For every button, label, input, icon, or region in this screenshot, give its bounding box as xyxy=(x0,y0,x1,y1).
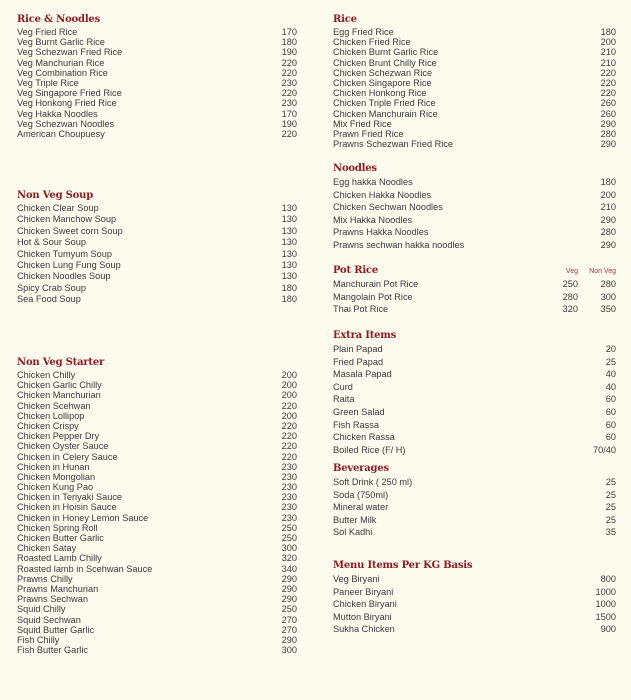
section-rice xyxy=(333,13,616,149)
item-name: Chicken Scehwan xyxy=(17,400,91,411)
item-name: Mutton Biryani xyxy=(333,611,392,622)
menu-item xyxy=(333,501,616,514)
item-name: Soft Drink ( 250 ml) xyxy=(333,477,413,487)
item-name: Mix Fried Rice xyxy=(333,118,392,129)
item-name: Chicken Noodles Soup xyxy=(17,271,111,282)
menu-item xyxy=(17,271,297,282)
item-name: Sukha Chicken xyxy=(333,624,395,635)
menu-item xyxy=(333,278,616,291)
item-price: 190 xyxy=(281,118,297,129)
menu-item xyxy=(333,68,616,78)
section-rice-noodles xyxy=(17,13,297,139)
item-name: Green Salad xyxy=(333,406,385,417)
item-price: 230 xyxy=(281,502,297,513)
item-name: Veg Honkong Fried Rice xyxy=(17,98,117,109)
item-name: Thai Pot Rice xyxy=(333,304,389,315)
veg-price: 320 xyxy=(562,304,578,315)
item-name: Paneer Biryani xyxy=(333,586,394,597)
item-price: 230 xyxy=(281,471,297,482)
menu-item xyxy=(333,381,616,394)
item-price: 200 xyxy=(281,410,297,421)
item-price: 170 xyxy=(281,108,297,119)
item-price: 800 xyxy=(600,574,616,584)
item-name: Butter Milk xyxy=(333,514,377,525)
item-price: 130 xyxy=(281,225,297,236)
item-price: 290 xyxy=(281,634,297,645)
item-name: Chicken Chilly xyxy=(17,370,76,380)
item-name: Chicken Lollipop xyxy=(17,410,85,421)
menu-item xyxy=(333,586,616,599)
item-price: 1500 xyxy=(595,611,616,622)
menu-item xyxy=(333,573,616,586)
menu-item xyxy=(17,431,297,441)
item-price: 25 xyxy=(605,477,616,487)
item-name: Spicy Crab Soup xyxy=(17,282,86,293)
item-price: 180 xyxy=(600,27,616,37)
section-title: Beverages xyxy=(333,463,389,474)
item-price: 230 xyxy=(281,482,297,493)
item-name: Veg Schezwan Fried Rice xyxy=(17,47,123,58)
section-extra-items xyxy=(333,329,616,456)
item-name: Fish Rassa xyxy=(333,419,379,430)
item-name: Chicken Burnt Garlic Rice xyxy=(333,47,439,58)
item-name: Mix Hakka Noodles xyxy=(333,214,413,225)
non-veg-price: 350 xyxy=(600,304,616,315)
item-price: 220 xyxy=(600,67,616,78)
item-price: 230 xyxy=(281,492,297,503)
menu-item xyxy=(17,380,297,390)
section-per-kg xyxy=(333,559,616,636)
item-price: 180 xyxy=(281,37,297,48)
item-name: Chicken Butter Garlic xyxy=(17,533,104,543)
item-price: 180 xyxy=(600,177,616,187)
item-name: Squid Butter Garlic xyxy=(17,624,95,635)
menu-item xyxy=(17,226,297,237)
menu-item xyxy=(17,401,297,411)
item-price: 220 xyxy=(281,441,297,452)
menu-item xyxy=(17,452,297,462)
item-price: 220 xyxy=(281,400,297,411)
item-name: Chicken Mongolian xyxy=(17,471,96,482)
pot-rice-column-headers xyxy=(548,268,616,275)
section-title: Rice xyxy=(333,14,357,25)
item-name: Chicken Spring Roll xyxy=(17,522,98,533)
menu-item xyxy=(333,431,616,444)
item-price: 180 xyxy=(281,282,297,293)
item-price: 210 xyxy=(600,202,616,213)
menu-item xyxy=(17,553,297,563)
item-name: Mineral water xyxy=(333,502,389,513)
menu-item xyxy=(333,356,616,369)
menu-item xyxy=(333,239,616,252)
item-price: 220 xyxy=(281,420,297,431)
section-pot-rice xyxy=(333,264,616,316)
item-price: 270 xyxy=(281,614,297,625)
menu-item xyxy=(17,260,297,271)
item-name: Chicken Manchurain Rice xyxy=(333,108,438,119)
item-name: Veg Triple Rice xyxy=(17,77,79,88)
item-name: Chicken Clear Soup xyxy=(17,203,99,213)
item-name: Soda (750ml) xyxy=(333,489,389,500)
menu-item xyxy=(17,390,297,400)
item-price: 250 xyxy=(281,522,297,533)
item-name: Chicken Triple Fried Rice xyxy=(333,98,436,109)
menu-item xyxy=(17,564,297,574)
item-price: 230 xyxy=(281,461,297,472)
menu-item xyxy=(333,291,616,304)
item-name: Veg Manchurian Rice xyxy=(17,57,105,68)
item-price: 250 xyxy=(281,533,297,543)
menu-item xyxy=(17,625,297,635)
item-name: Chicken Sweet corn Soup xyxy=(17,225,123,236)
menu-item xyxy=(17,462,297,472)
item-price: 290 xyxy=(281,583,297,594)
item-price: 60 xyxy=(605,432,616,443)
item-price: 300 xyxy=(281,543,297,554)
item-price: 220 xyxy=(281,128,297,139)
item-price: 220 xyxy=(281,88,297,99)
item-price: 290 xyxy=(600,118,616,129)
menu-item xyxy=(333,119,616,129)
menu-item xyxy=(17,294,297,305)
item-price: 200 xyxy=(281,390,297,401)
item-name: Veg Combination Rice xyxy=(17,67,108,78)
menu-item xyxy=(17,513,297,523)
menu-item xyxy=(333,226,616,239)
item-name: Chicken Oyster Sauce xyxy=(17,441,109,452)
item-price: 190 xyxy=(281,47,297,58)
item-price: 130 xyxy=(281,203,297,213)
item-price: 290 xyxy=(281,573,297,584)
item-price: 270 xyxy=(281,624,297,635)
menu-item xyxy=(17,574,297,584)
veg-price: 250 xyxy=(562,279,578,289)
item-price: 25 xyxy=(605,356,616,367)
item-price: 340 xyxy=(281,563,297,574)
menu-item xyxy=(17,27,297,37)
item-price: 230 xyxy=(281,98,297,109)
menu-item xyxy=(17,283,297,294)
item-price: 290 xyxy=(281,594,297,605)
item-name: Veg Biryani xyxy=(333,574,380,584)
item-price: 200 xyxy=(281,370,297,380)
menu-item xyxy=(333,406,616,419)
veg-column-header: Veg xyxy=(565,268,578,275)
item-price: 900 xyxy=(600,624,616,635)
item-name: Squid Sechwan xyxy=(17,614,81,625)
item-name: Chicken in Honey Lemon Sauce xyxy=(17,512,149,523)
section-title: Non Veg Soup xyxy=(17,190,93,201)
menu-item xyxy=(17,109,297,119)
item-name: Sol Kadhi xyxy=(333,527,373,538)
item-price: 290 xyxy=(600,239,616,250)
menu-item xyxy=(333,368,616,381)
menu-item xyxy=(17,47,297,57)
item-name: American Choupuesy xyxy=(17,128,105,139)
item-name: Prawns Hakka Noodles xyxy=(333,227,429,238)
section-title: Non Veg Starter xyxy=(17,357,105,368)
item-price: 210 xyxy=(600,57,616,68)
item-name: Chicken Schezwan Rice xyxy=(333,67,433,78)
section-noodles xyxy=(333,162,616,252)
item-name: Roasted Lamb Chilly xyxy=(17,553,102,564)
item-price: 1000 xyxy=(595,599,616,610)
section-title: Pot Rice xyxy=(333,265,378,276)
item-price: 210 xyxy=(600,47,616,58)
item-price: 280 xyxy=(600,128,616,139)
item-name: Raita xyxy=(333,394,355,405)
section-title: Noodles xyxy=(333,163,377,174)
item-name: Prawns Sechwan xyxy=(17,594,88,605)
menu-item xyxy=(17,615,297,625)
menu-item xyxy=(333,623,616,636)
menu-item xyxy=(333,88,616,98)
item-name: Chicken Brunt Chilly Rice xyxy=(333,57,437,68)
menu-item xyxy=(333,47,616,57)
item-price: 180 xyxy=(281,294,297,305)
item-name: Chicken Biryani xyxy=(333,599,397,610)
menu-item xyxy=(17,492,297,502)
menu-item xyxy=(17,502,297,512)
item-name: Chicken in Teriyaki Sauce xyxy=(17,492,123,503)
item-price: 130 xyxy=(281,214,297,225)
item-name: Manchurain Pot Rice xyxy=(333,279,419,289)
menu-item xyxy=(333,98,616,108)
menu-item xyxy=(333,27,616,37)
item-price: 130 xyxy=(281,259,297,270)
item-price: 60 xyxy=(605,394,616,405)
item-price: 60 xyxy=(605,419,616,430)
non-veg-price: 300 xyxy=(600,291,616,302)
item-price: 320 xyxy=(281,553,297,564)
item-name: Chicken Crispy xyxy=(17,420,79,431)
item-name: Chicken Tumyum Soup xyxy=(17,248,112,259)
menu-item xyxy=(333,78,616,88)
item-name: Chicken in Celery Sauce xyxy=(17,451,118,462)
item-name: Veg Singapore Fried Rice xyxy=(17,88,122,99)
item-name: Chicken Hakka Noodles xyxy=(333,189,432,200)
item-price: 25 xyxy=(605,514,616,525)
item-name: Mangolain Pot Rice xyxy=(333,291,413,302)
menu-item xyxy=(17,37,297,47)
menu-item xyxy=(17,421,297,431)
menu-item xyxy=(17,129,297,139)
item-name: Chicken Pepper Dry xyxy=(17,431,100,442)
item-name: Fish Chilly xyxy=(17,634,60,645)
item-name: Egg hakka Noodles xyxy=(333,177,413,187)
item-price: 220 xyxy=(281,57,297,68)
item-price: 230 xyxy=(281,512,297,523)
menu-item xyxy=(17,472,297,482)
item-price: 130 xyxy=(281,271,297,282)
menu-item xyxy=(17,523,297,533)
item-price: 220 xyxy=(281,451,297,462)
menu-item xyxy=(17,594,297,604)
menu-item xyxy=(17,635,297,645)
section-title: Rice & Noodles xyxy=(17,14,101,25)
menu-item xyxy=(17,119,297,129)
section-beverages xyxy=(333,462,616,539)
item-price: 35 xyxy=(605,527,616,538)
item-name: Chicken Manchurian xyxy=(17,390,101,401)
menu-item xyxy=(17,645,297,655)
menu-item xyxy=(333,189,616,202)
item-name: Fish Butter Garlic xyxy=(17,645,88,656)
item-price: 20 xyxy=(605,344,616,354)
item-price: 200 xyxy=(600,37,616,48)
menu-item xyxy=(333,343,616,356)
item-name: Hot & Sour Soup xyxy=(17,237,86,248)
item-name: Chicken Manchow Soup xyxy=(17,214,117,225)
item-price: 220 xyxy=(600,88,616,99)
menu-item xyxy=(333,393,616,406)
menu-item xyxy=(333,201,616,214)
menu-item xyxy=(17,58,297,68)
menu-item xyxy=(333,419,616,432)
menu-item xyxy=(17,370,297,380)
menu-item xyxy=(333,214,616,227)
menu-item xyxy=(333,58,616,68)
item-name: Prawns Chilly xyxy=(17,573,73,584)
item-price: 260 xyxy=(600,108,616,119)
menu-item xyxy=(333,303,616,316)
item-price: 220 xyxy=(281,67,297,78)
non-veg-price: 280 xyxy=(600,279,616,289)
item-name: Prawns sechwan hakka noodles xyxy=(333,239,465,250)
item-price: 290 xyxy=(600,214,616,225)
item-name: Prawns Manchurian xyxy=(17,583,99,594)
item-name: Chicken Honkong Rice xyxy=(333,88,427,99)
item-price: 200 xyxy=(281,380,297,391)
menu-item xyxy=(17,441,297,451)
menu-item xyxy=(333,598,616,611)
item-name: Squid Chilly xyxy=(17,604,66,615)
menu-item xyxy=(17,533,297,543)
item-name: Plain Papad xyxy=(333,344,383,354)
menu-item xyxy=(17,482,297,492)
menu-item xyxy=(333,514,616,527)
item-name: Veg Burnt Garlic Rice xyxy=(17,37,105,48)
item-name: Chicken in Hoisin Sauce xyxy=(17,502,117,513)
menu-item xyxy=(17,98,297,108)
item-price: 280 xyxy=(600,227,616,238)
item-name: Veg Schezwan Noodles xyxy=(17,118,115,129)
non-veg-column-header: Non Veg xyxy=(589,268,616,275)
item-name: Boiled Rice (F/ H) xyxy=(333,444,406,455)
menu-item xyxy=(17,237,297,248)
item-price: 70/40 xyxy=(593,444,616,455)
item-price: 130 xyxy=(281,237,297,248)
item-price: 40 xyxy=(605,381,616,392)
item-price: 40 xyxy=(605,369,616,380)
menu-item xyxy=(17,78,297,88)
menu-item xyxy=(333,489,616,502)
item-price: 250 xyxy=(281,604,297,615)
section-title: Menu Items Per KG Basis xyxy=(333,560,473,571)
item-price: 25 xyxy=(605,489,616,500)
item-name: Sea Food Soup xyxy=(17,294,81,305)
menu-item xyxy=(17,68,297,78)
menu-item xyxy=(333,611,616,624)
item-name: Prawn Fried Rice xyxy=(333,128,404,139)
item-name: Chicken Lung Fung Soup xyxy=(17,259,121,270)
menu-item xyxy=(17,411,297,421)
item-price: 25 xyxy=(605,502,616,513)
item-price: 300 xyxy=(281,645,297,656)
menu-item xyxy=(17,88,297,98)
menu-item xyxy=(333,444,616,457)
item-name: Chicken Singapore Rice xyxy=(333,77,432,88)
item-name: Chicken Garlic Chilly xyxy=(17,380,102,391)
menu-item xyxy=(17,214,297,225)
menu-item xyxy=(17,604,297,614)
item-price: 200 xyxy=(600,189,616,200)
item-name: Fried Papad xyxy=(333,356,384,367)
item-name: Chicken Kung Pao xyxy=(17,482,94,493)
menu-item xyxy=(333,139,616,149)
section-non-veg-starter xyxy=(17,356,297,655)
section-non-veg-soup xyxy=(17,189,297,306)
item-price: 1000 xyxy=(595,586,616,597)
item-name: Chicken Sechwan Noodles xyxy=(333,202,443,213)
item-price: 60 xyxy=(605,406,616,417)
item-name: Egg Fried Rice xyxy=(333,27,394,37)
menu-item xyxy=(17,584,297,594)
section-title: Extra Items xyxy=(333,330,397,341)
item-name: Veg Hakka Noodles xyxy=(17,108,98,119)
item-price: 260 xyxy=(600,98,616,109)
menu-item xyxy=(333,476,616,489)
item-name: Prawns Schezwan Fried Rice xyxy=(333,139,453,150)
item-price: 170 xyxy=(281,27,297,37)
veg-price: 280 xyxy=(562,291,578,302)
item-name: Curd xyxy=(333,381,353,392)
item-name: Roasted lamb in Scehwan Sauce xyxy=(17,563,153,574)
menu-item xyxy=(333,526,616,539)
item-name: Veg Fried Rice xyxy=(17,27,78,37)
item-name: Chicken in Hunan xyxy=(17,461,90,472)
item-price: 130 xyxy=(281,248,297,259)
item-name: Chicken Satay xyxy=(17,543,77,554)
menu-item xyxy=(333,37,616,47)
item-price: 290 xyxy=(600,139,616,150)
menu-item xyxy=(333,109,616,119)
menu-item xyxy=(17,249,297,260)
item-price: 220 xyxy=(600,77,616,88)
item-name: Chicken Fried Rice xyxy=(333,37,411,48)
menu-item xyxy=(333,176,616,189)
item-name: Masala Papad xyxy=(333,369,392,380)
menu-item xyxy=(17,203,297,214)
menu-item xyxy=(333,129,616,139)
item-price: 220 xyxy=(281,431,297,442)
item-price: 230 xyxy=(281,77,297,88)
menu-item xyxy=(17,543,297,553)
item-name: Chicken Rassa xyxy=(333,432,395,443)
